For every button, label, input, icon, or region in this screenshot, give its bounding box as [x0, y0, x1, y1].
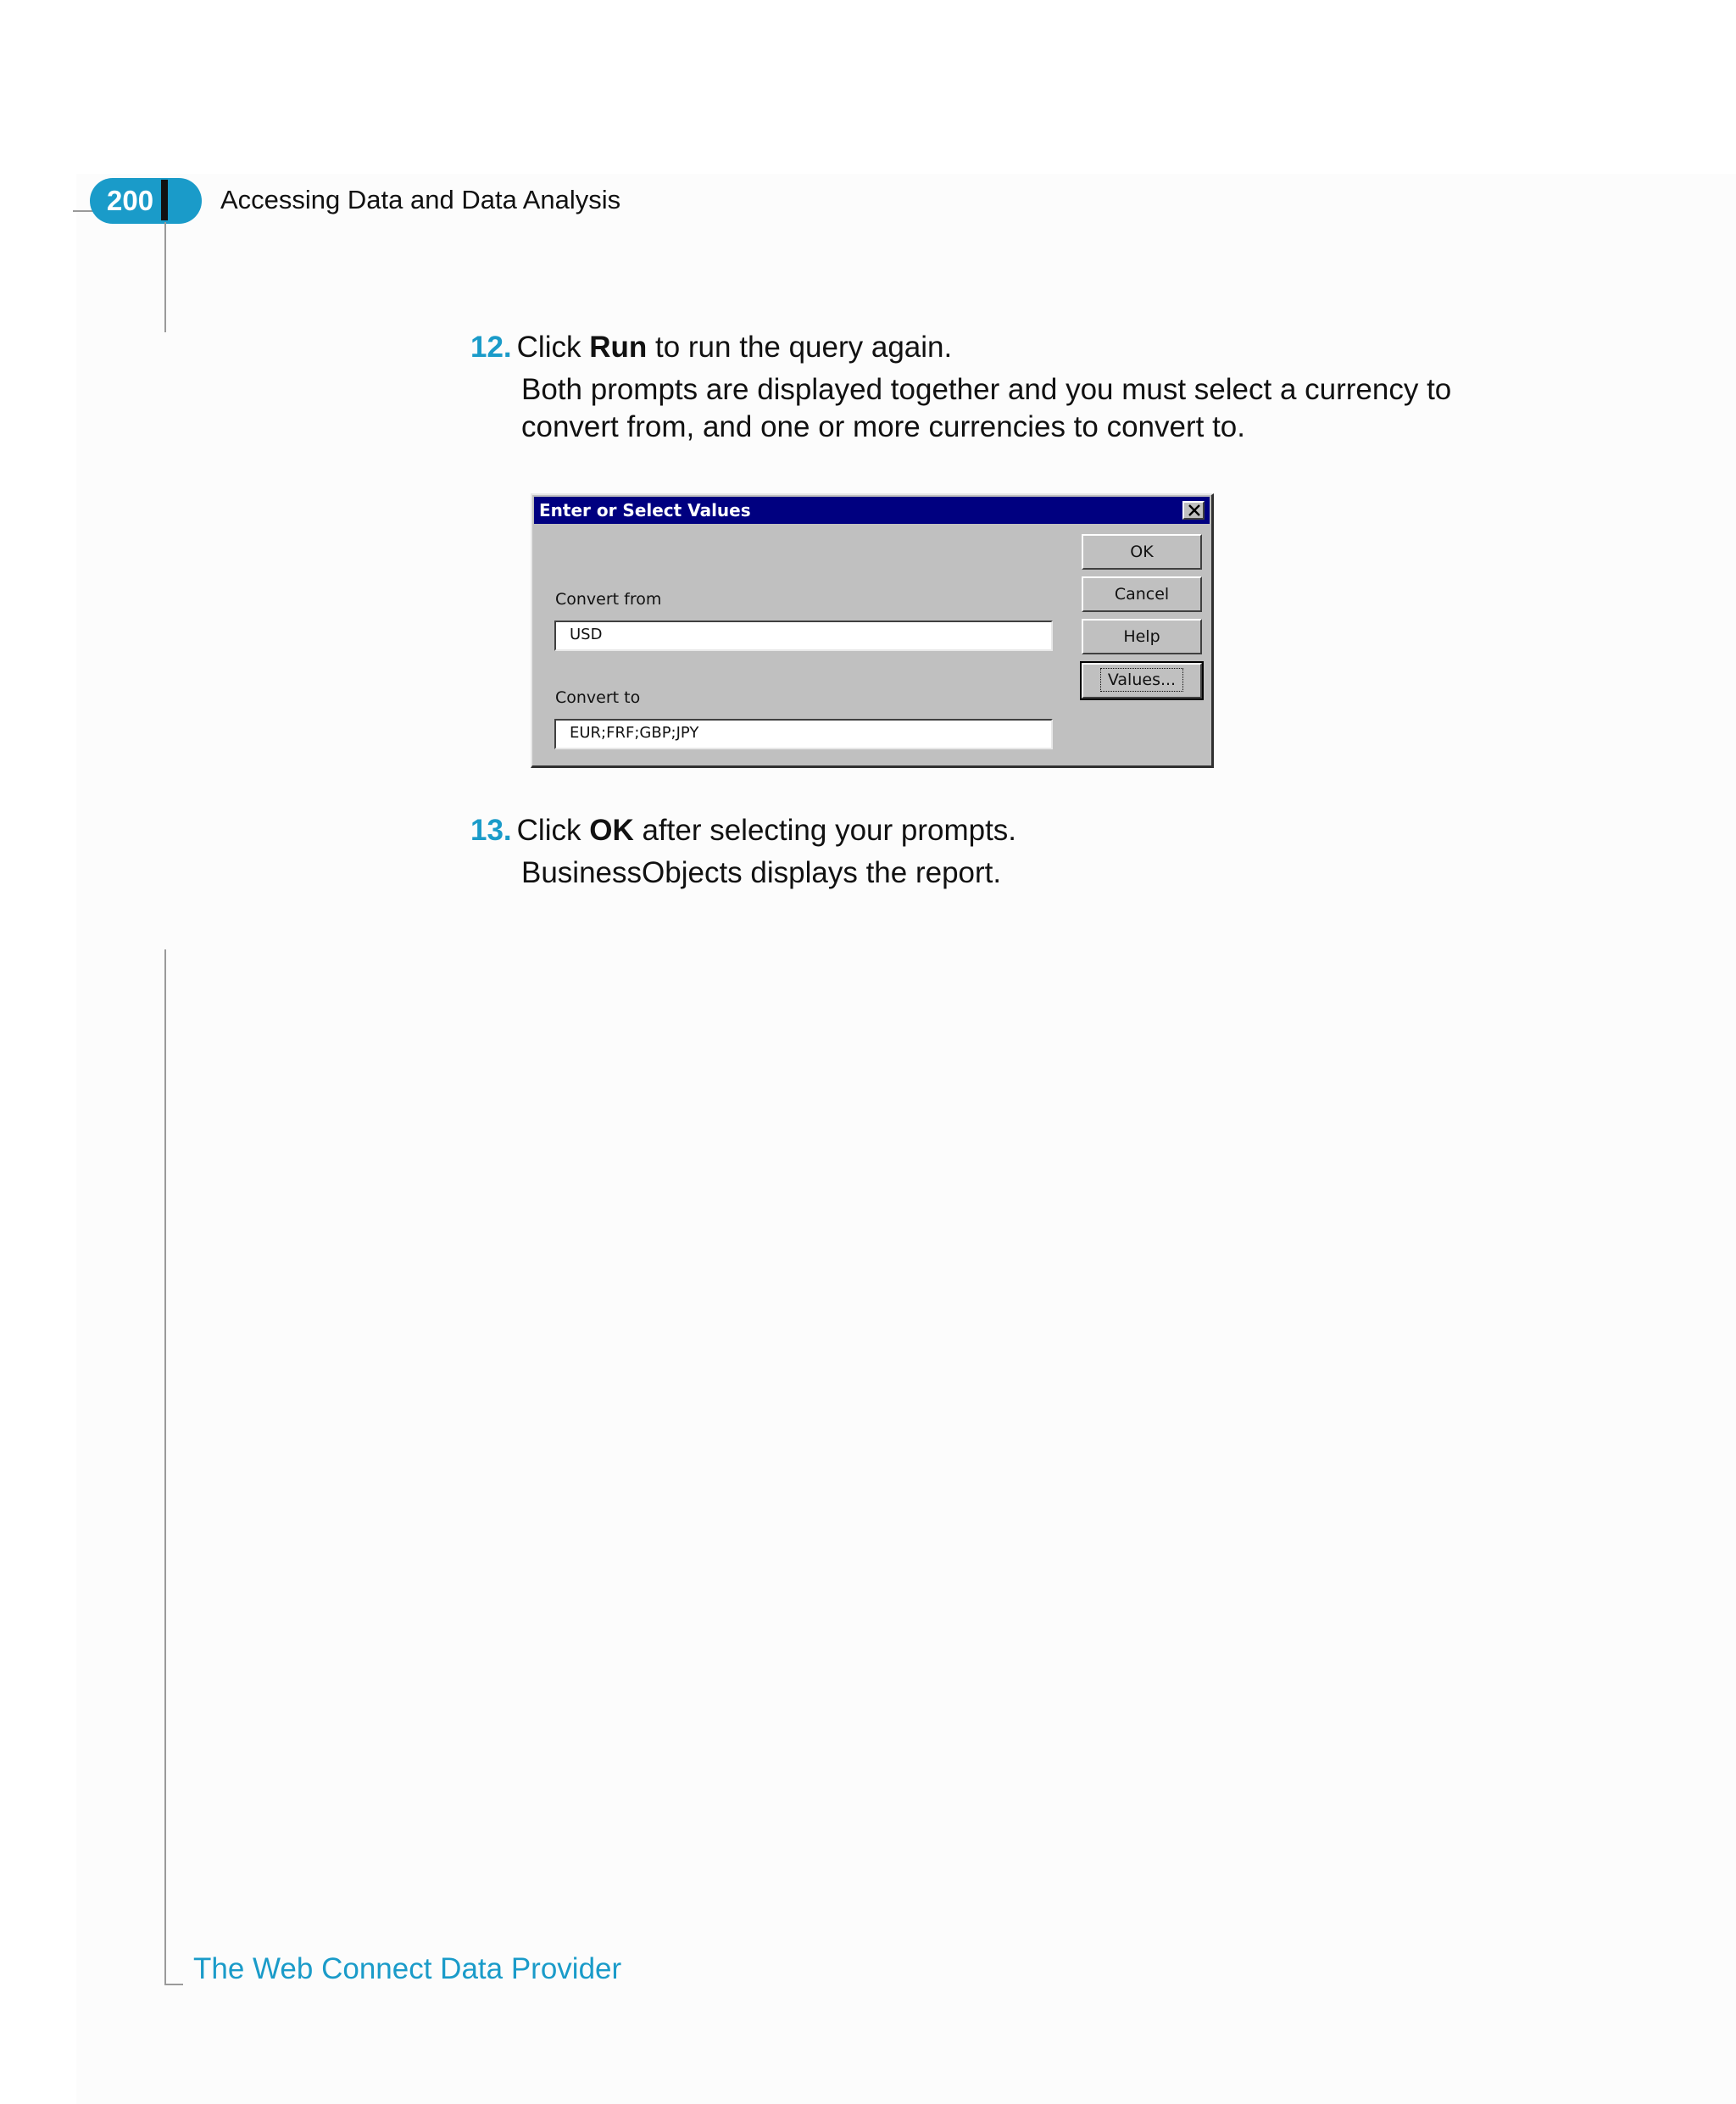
convert-from-input[interactable]: USD — [554, 621, 1053, 651]
footer-section-title: The Web Connect Data Provider — [193, 1952, 622, 1985]
convert-to-input[interactable]: EUR;FRF;GBP;JPY — [554, 719, 1053, 749]
ok-button[interactable]: OK — [1082, 534, 1202, 570]
margin-rule-top — [164, 222, 166, 332]
page-number-divider — [161, 180, 168, 220]
close-button[interactable] — [1182, 501, 1205, 520]
step-12 — [470, 329, 952, 366]
values-button-label: Values... — [1100, 668, 1183, 692]
step-text-bold: OK — [589, 814, 634, 847]
margin-rule-tick — [164, 1984, 183, 1985]
step-number: 13. — [470, 814, 512, 847]
step-text-post: to run the query again. — [647, 331, 953, 364]
values-button[interactable] — [1082, 663, 1202, 699]
step-text-post: after selecting your prompts. — [633, 814, 1017, 847]
step-13 — [470, 812, 1016, 849]
close-icon — [1188, 504, 1201, 516]
step-12-description-line-1: Both prompts are displayed together and you must select a currency to — [521, 373, 1452, 406]
enter-values-dialog — [531, 493, 1214, 768]
step-number: 12. — [470, 331, 512, 364]
cancel-button[interactable]: Cancel — [1082, 576, 1202, 612]
step-text-pre: Click — [516, 814, 590, 847]
margin-rule-bottom — [164, 949, 166, 1985]
help-button[interactable]: Help — [1082, 619, 1202, 654]
convert-from-label: Convert from — [555, 590, 662, 609]
running-head: Accessing Data and Data Analysis — [220, 185, 621, 214]
convert-to-label: Convert to — [555, 688, 641, 707]
header-rule — [73, 210, 93, 212]
page-number: 200 — [107, 185, 154, 216]
step-13-description-line-1: BusinessObjects displays the report. — [521, 856, 1002, 889]
step-text-pre: Click — [516, 331, 590, 364]
dialog-title: Enter or Select Values — [539, 500, 751, 520]
dialog-titlebar — [534, 497, 1210, 524]
page-background — [76, 174, 1736, 2104]
step-text-bold: Run — [589, 331, 648, 364]
step-12-description-line-2: convert from, and one or more currencies to convert to. — [521, 410, 1245, 443]
